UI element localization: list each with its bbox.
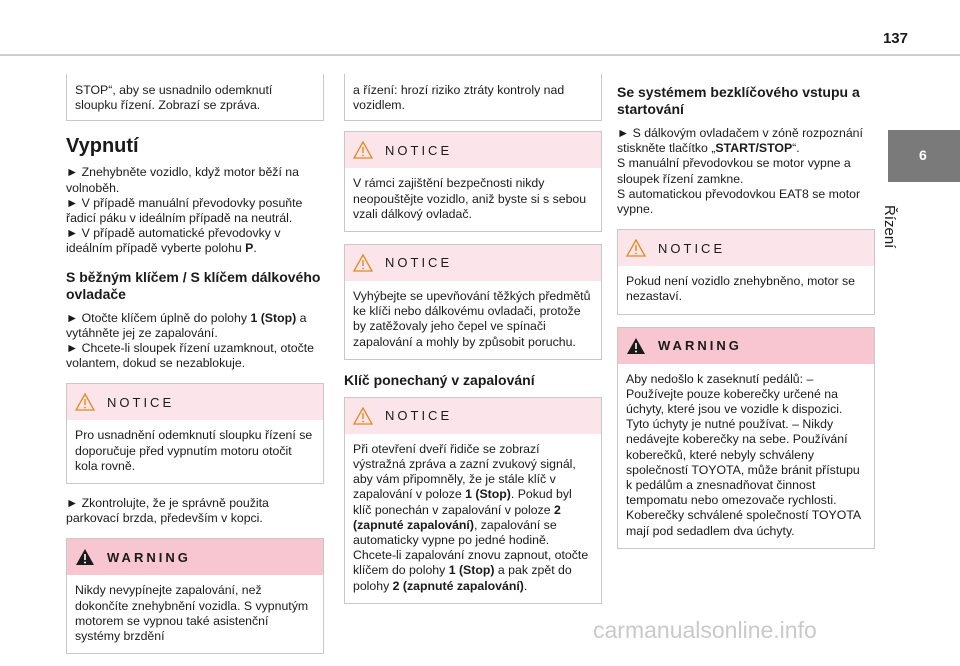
notice-box-3: NOTICE Při otevření dveří řidiče se zobrazí výstražná zpráva a zazní zvukový signál, aby vám připomněly, že je stále klíč v zapalování v poloze 1 (Stop). Pokud byl klíč ponechán v zapalování v poloze 2 (zapnuté zapalování), zapalování se automaticky vypne po jedné hodině. Chcete-li zapalování znovu zapnout, otočte klíčem do polohy 1 (Stop) a pak zpět do polohy 2 (zapnuté zapalování).: [344, 397, 602, 604]
notice-box-2: NOTICE Vyhýbejte se upevňování těžkých předmětů ke klíči nebo dálkovému ovladači, protože by zatěžovaly jeho čepel ve spínači zapalování a mohly by způsobit poruchu.: [344, 244, 602, 360]
warning-triangle-icon: [75, 393, 95, 411]
manual-text: S manuální převodovkou se motor vypne a sloupek řízení zamkne.: [617, 156, 851, 186]
page-number: 137: [882, 30, 908, 47]
warning-box: WARNING Nikdy nevypínejte zapalování, než dokončíte znehybnění vozidla. S vypnutým motorem se vypnou také asistenční systémy brzdění: [66, 538, 324, 654]
column-2: [344, 74, 602, 616]
warning-triangle-icon: [353, 141, 373, 159]
subsection-heading: Se systémem bezklíčového vstupu a startování: [617, 84, 860, 117]
continued-text: STOP“, aby se usnadnilo odemknutí sloupku řízení. Zobrazí se zpráva.: [75, 83, 273, 113]
continued-box: [344, 74, 602, 121]
continued-box: [66, 74, 324, 121]
continued-text: a řízení: hrozí riziko ztráty kontroly nad vozidlem.: [353, 83, 565, 113]
chapter-tab[interactable]: [888, 130, 960, 182]
key-step-1: ► Otočte klíčem úplně do polohy 1 (Stop) a vytáhněte jej ze zapalování.: [66, 310, 307, 340]
notice-box: NOTICE Pokud není vozidlo znehybněno, motor se nezastaví.: [617, 229, 875, 314]
subsection-heading: Klíč ponechaný v zapalování: [344, 371, 535, 388]
chapter-tab-number: 6: [919, 147, 927, 163]
header-divider: [0, 54, 960, 56]
subsection-heading: S běžným klíčem / S klíčem dálkového ovladače: [66, 268, 321, 302]
key-step-2: ► Chcete-li sloupek řízení uzamknout, otočte volantem, dokud se nezablokuje.: [66, 341, 314, 371]
warning-triangle-icon: [626, 239, 646, 257]
automatic-text: S automatickou převodovkou EAT8 se motor vypne.: [617, 186, 861, 217]
step-2: ► V případě manuální převodovky posuňte řadicí páku v ideálním případě na neutrál.: [66, 195, 303, 226]
warning-box: WARNING Aby nedošlo k zaseknutí pedálů: – Používejte pouze koberečky určené na úchyty, které jsou ve vozidle k dispozici. Tyto úchyty je nutné používat. – Nikdy nedávejte koberečky na sebe. Používání koberečků, které nebyly schváleny společností TOYOTA, může bránit přístupu k pedálům a znesnadňovat činnost tempomatu nebo omezovače rychlosti. Koberečky schválené společností TOYOTA mají pod sedadlem dva úchyty.: [617, 327, 875, 549]
keyless-step: ► S dálkovým ovladačem v zóně rozpoznání stiskněte tlačítko „START/STOP“.: [617, 126, 863, 156]
column-1: [66, 74, 324, 666]
warning-triangle-icon: [75, 548, 95, 566]
watermark-text: carmanualsonline.info: [593, 617, 817, 643]
column-3: [617, 74, 875, 561]
step-1: ► Znehybněte vozidlo, když motor běží na volnoběh.: [66, 165, 299, 195]
notice-box: NOTICE Pro usnadnění odemknutí sloupku řízení se doporučuje před vypnutím motoru otočit kola rovně.: [66, 383, 324, 484]
parking-brake-step: ► Zkontrolujte, že je správně použita parkovací brzda, především v kopci.: [66, 496, 269, 526]
section-heading: Vypnutí: [66, 135, 139, 158]
notice-3-text: Při otevření dveří řidiče se zobrazí výstražná zpráva a zazní zvukový signál, aby vám připomněly, že je stále klíč v zapalování v poloze 1 (Stop). Pokud byl klíč ponechán v zapalování v poloze 2 (zapnuté zapalování), zapalování se automaticky vypne po jedné hodině. Chcete-li zapalování znovu zapnout, otočte klíčem do polohy 1 (Stop) a pak zpět do polohy 2 (zapnuté zapalování).: [353, 441, 589, 593]
warning-triangle-icon: [353, 407, 373, 425]
step-3: ► V případě automatické převodovky v ideálním případě vyberte polohu P.: [66, 226, 281, 256]
notice-box-1: NOTICE V rámci zajištění bezpečnosti nikdy neopouštějte vozidlo, aniž byste si s sebou vzali dálkový ovladač.: [344, 131, 602, 232]
warning-triangle-icon: [626, 337, 646, 355]
chapter-label: Řízení: [881, 205, 898, 249]
warning-triangle-icon: [353, 254, 373, 272]
